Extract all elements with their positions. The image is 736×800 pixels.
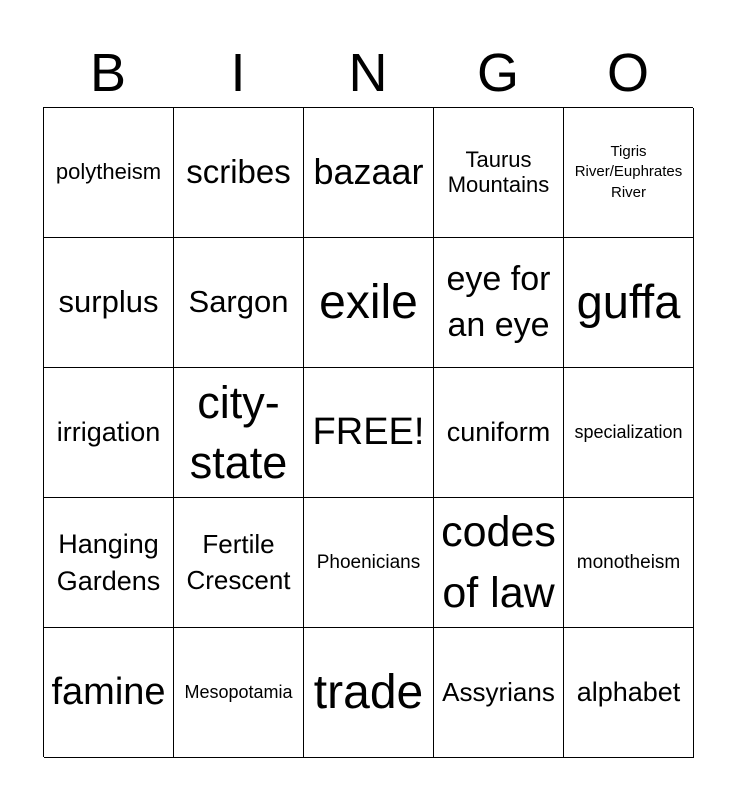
bingo-cell[interactable]: city-state (174, 368, 304, 498)
header-letter-b: B (89, 43, 127, 103)
bingo-cell[interactable]: codes of law (434, 498, 564, 628)
bingo-cell[interactable]: FREE! (304, 368, 434, 498)
bingo-cell[interactable]: Assyrians (434, 628, 564, 758)
bingo-grid (43, 107, 693, 757)
header-letter-g: G (476, 43, 519, 103)
bingo-cell[interactable]: famine (44, 628, 174, 758)
header-letter-o: O (606, 43, 649, 103)
bingo-cell[interactable]: cuniform (434, 368, 564, 498)
bingo-cell[interactable]: polytheism (44, 108, 174, 238)
bingo-cell[interactable]: eye for an eye (434, 238, 564, 368)
bingo-cell[interactable]: Phoenicians (304, 498, 434, 628)
bingo-cell[interactable]: exile (304, 238, 434, 368)
bingo-cell[interactable]: Fertile Crescent (174, 498, 304, 628)
bingo-cell[interactable]: guffa (564, 238, 694, 368)
bingo-cell[interactable]: scribes (174, 108, 304, 238)
header-letter-i: I (230, 43, 246, 103)
bingo-cell[interactable]: Taurus Mountains (434, 108, 564, 238)
bingo-cell[interactable]: Mesopotamia (174, 628, 304, 758)
bingo-cell[interactable]: monotheism (564, 498, 694, 628)
bingo-cell[interactable]: Tigris River/Euphrates River (564, 108, 694, 238)
bingo-cell[interactable]: irrigation (44, 368, 174, 498)
bingo-cell[interactable]: trade (304, 628, 434, 758)
bingo-cell[interactable]: Hanging Gardens (44, 498, 174, 628)
bingo-cell[interactable]: specialization (564, 368, 694, 498)
header-letter-n: N (348, 43, 388, 103)
bingo-cell[interactable]: alphabet (564, 628, 694, 758)
bingo-header (43, 42, 693, 104)
bingo-cell[interactable]: surplus (44, 238, 174, 368)
bingo-cell[interactable]: Sargon (174, 238, 304, 368)
bingo-cell[interactable]: bazaar (304, 108, 434, 238)
